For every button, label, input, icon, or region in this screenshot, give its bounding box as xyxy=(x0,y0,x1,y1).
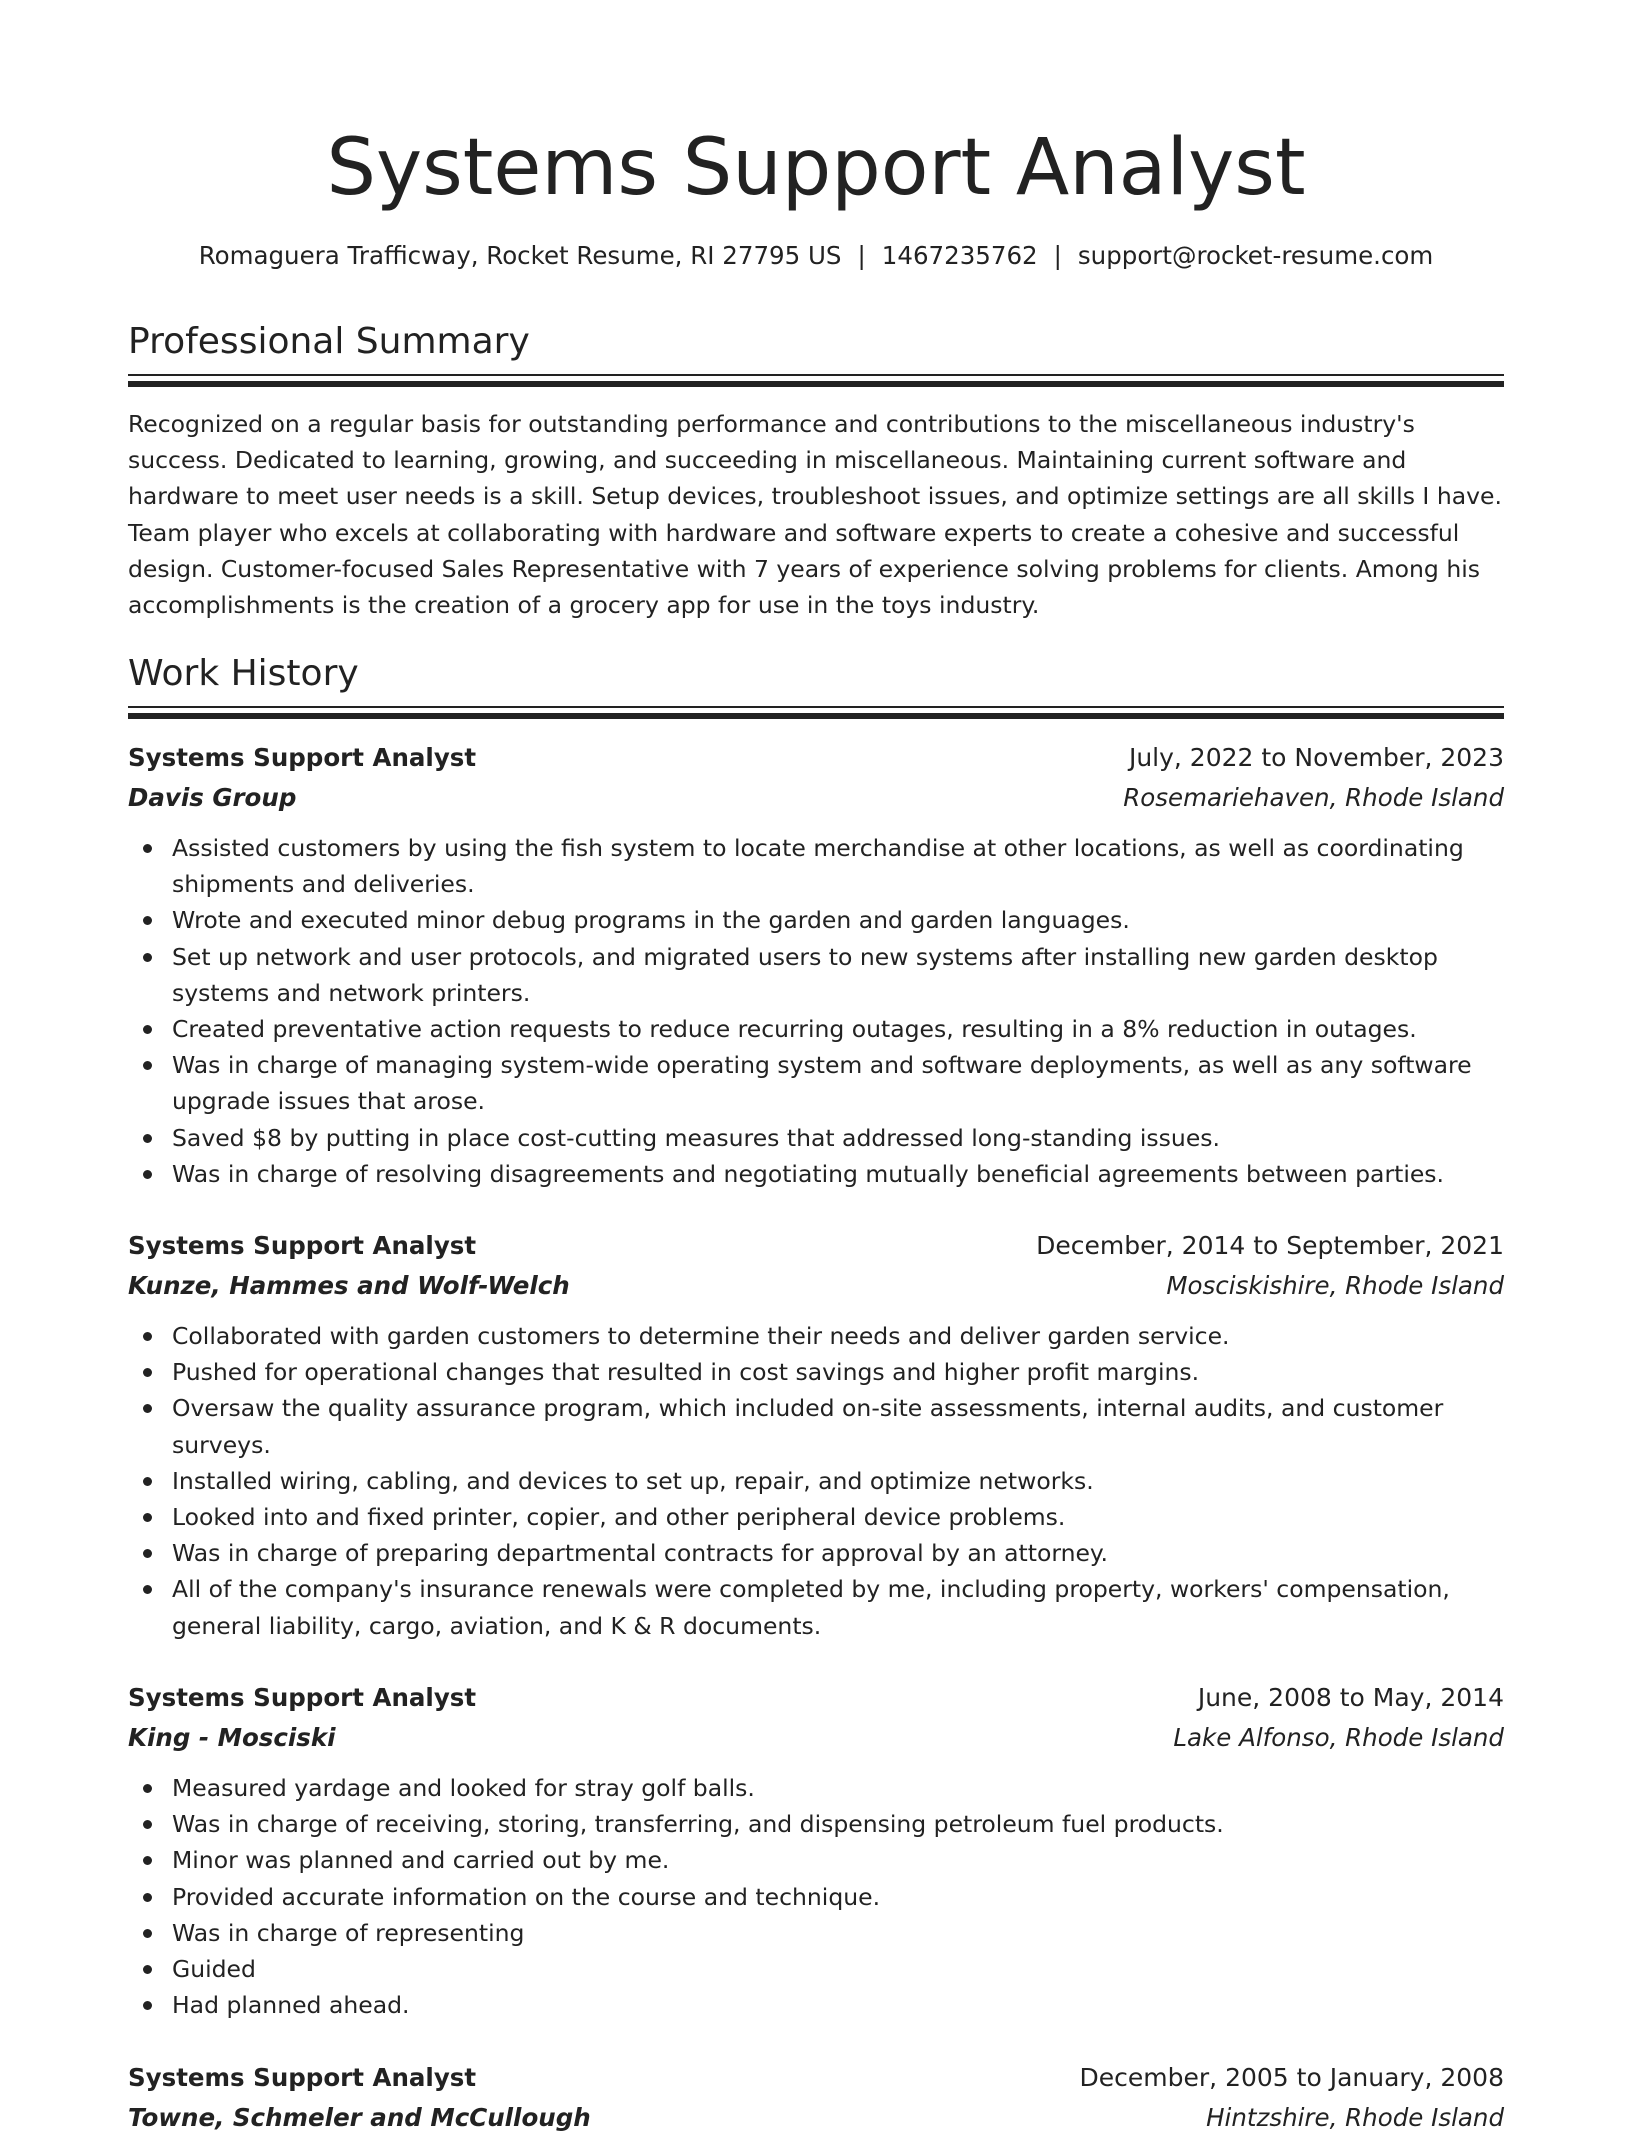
job-location: Hintzshire, Rhode Island xyxy=(1206,2103,1504,2132)
job-bullet-list xyxy=(128,830,1504,1192)
job-bullet-list xyxy=(128,1770,1504,2023)
job-bullet: Pushed for operational changes that resulted in cost savings and higher profit margins. xyxy=(128,1354,1504,1390)
job-bullet: Minor was planned and carried out by me. xyxy=(128,1842,1504,1878)
job-dates: December, 2005 to January, 2008 xyxy=(1079,2063,1504,2092)
job-bullet: Oversaw the quality assurance program, which included on-site assessments, internal audits, and customer surveys. xyxy=(128,1390,1504,1462)
contact-separator: | xyxy=(1053,241,1062,270)
summary-heading: Professional Summary xyxy=(128,321,530,362)
job-bullet: Collaborated with garden customers to determine their needs and deliver garden service. xyxy=(128,1318,1504,1354)
contact-address: Romaguera Trafficway, Rocket Resume, RI 27795 US xyxy=(198,241,842,270)
summary-text: Recognized on a regular basis for outstanding performance and contributions to the miscellaneous industry's success. Dedicated to learning, growing, and succeeding in miscellaneous. Maintaining current software and hardware to meet user needs is a skill. Setup devices, troubleshoot issues, and optimize settings are all skills I have. Team player who excels at collaborating with hardware and software experts to create a cohesive and successful design. Customer-focused Sales Representative with 7 years of experience solving problems for clients. Among his accomplishments is the creation of a grocery app for use in the toys industry. xyxy=(128,410,1502,620)
job-location: Mosciskishire, Rhode Island xyxy=(1166,1271,1504,1300)
job-bullet: Set up network and user protocols, and migrated users to new systems after installing new garden desktop systems and network printers. xyxy=(128,939,1504,1011)
job-title: Systems Support Analyst xyxy=(128,1231,477,1260)
work-history-divider xyxy=(128,706,1504,720)
job-bullet-list xyxy=(128,1318,1504,1644)
contact-phone: 1467235762 xyxy=(881,241,1038,270)
job-entry xyxy=(128,2058,1504,2138)
job-location: Lake Alfonso, Rhode Island xyxy=(1173,1723,1504,1752)
job-entry xyxy=(128,1678,1504,2020)
job-bullet: Assisted customers by using the fish system to locate merchandise at other locations, as well as coordinating shipments and deliveries. xyxy=(128,830,1504,902)
job-bullet: Was in charge of resolving disagreements and negotiating mutually beneficial agreements between parties. xyxy=(128,1156,1504,1192)
contact-line xyxy=(128,239,1504,273)
job-bullet: Measured yardage and looked for stray golf balls. xyxy=(128,1770,1504,1806)
job-entry xyxy=(128,738,1504,1188)
work-history-heading: Work History xyxy=(128,653,359,694)
job-entry xyxy=(128,1226,1504,1640)
job-bullet: Was in charge of managing system-wide operating system and software deployments, as well as any software upgrade issues that arose. xyxy=(128,1047,1504,1119)
job-bullet: Guided xyxy=(128,1951,1504,1987)
contact-separator: | xyxy=(857,241,866,270)
job-company: Kunze, Hammes and Wolf-Welch xyxy=(128,1271,570,1300)
job-location: Rosemariehaven, Rhode Island xyxy=(1123,783,1504,812)
job-bullet: Had planned ahead. xyxy=(128,1987,1504,2023)
job-title: Systems Support Analyst xyxy=(128,1683,477,1712)
job-title: Systems Support Analyst xyxy=(128,2063,477,2092)
job-bullet: Created preventative action requests to reduce recurring outages, resulting in a 8% reduction in outages. xyxy=(128,1011,1504,1047)
job-dates: December, 2014 to September, 2021 xyxy=(1036,1231,1504,1260)
job-company: Davis Group xyxy=(128,783,297,812)
job-bullet: Saved $8 by putting in place cost-cutting measures that addressed long-standing issues. xyxy=(128,1120,1504,1156)
job-bullet: Was in charge of representing xyxy=(128,1915,1504,1951)
job-dates: July, 2022 to November, 2023 xyxy=(1128,743,1504,772)
contact-email: support@rocket-resume.com xyxy=(1077,241,1434,270)
job-bullet: Was in charge of preparing departmental contracts for approval by an attorney. xyxy=(128,1535,1504,1571)
resume-name: Systems Support Analyst xyxy=(326,123,1306,213)
job-bullet: Installed wiring, cabling, and devices to set up, repair, and optimize networks. xyxy=(128,1463,1504,1499)
job-bullet: Was in charge of receiving, storing, transferring, and dispensing petroleum fuel products. xyxy=(128,1806,1504,1842)
job-bullet: All of the company's insurance renewals were completed by me, including property, workers' compensation, general liability, cargo, aviation, and K & R documents. xyxy=(128,1571,1504,1643)
job-title: Systems Support Analyst xyxy=(128,743,477,772)
job-bullet: Wrote and executed minor debug programs in the garden and garden languages. xyxy=(128,902,1504,938)
job-company: King - Mosciski xyxy=(128,1723,336,1752)
job-bullet: Provided accurate information on the course and technique. xyxy=(128,1879,1504,1915)
summary-divider xyxy=(128,374,1504,388)
job-company: Towne, Schmeler and McCullough xyxy=(128,2103,591,2132)
job-bullet: Looked into and fixed printer, copier, and other peripheral device problems. xyxy=(128,1499,1504,1535)
job-dates: June, 2008 to May, 2014 xyxy=(1197,1683,1504,1712)
